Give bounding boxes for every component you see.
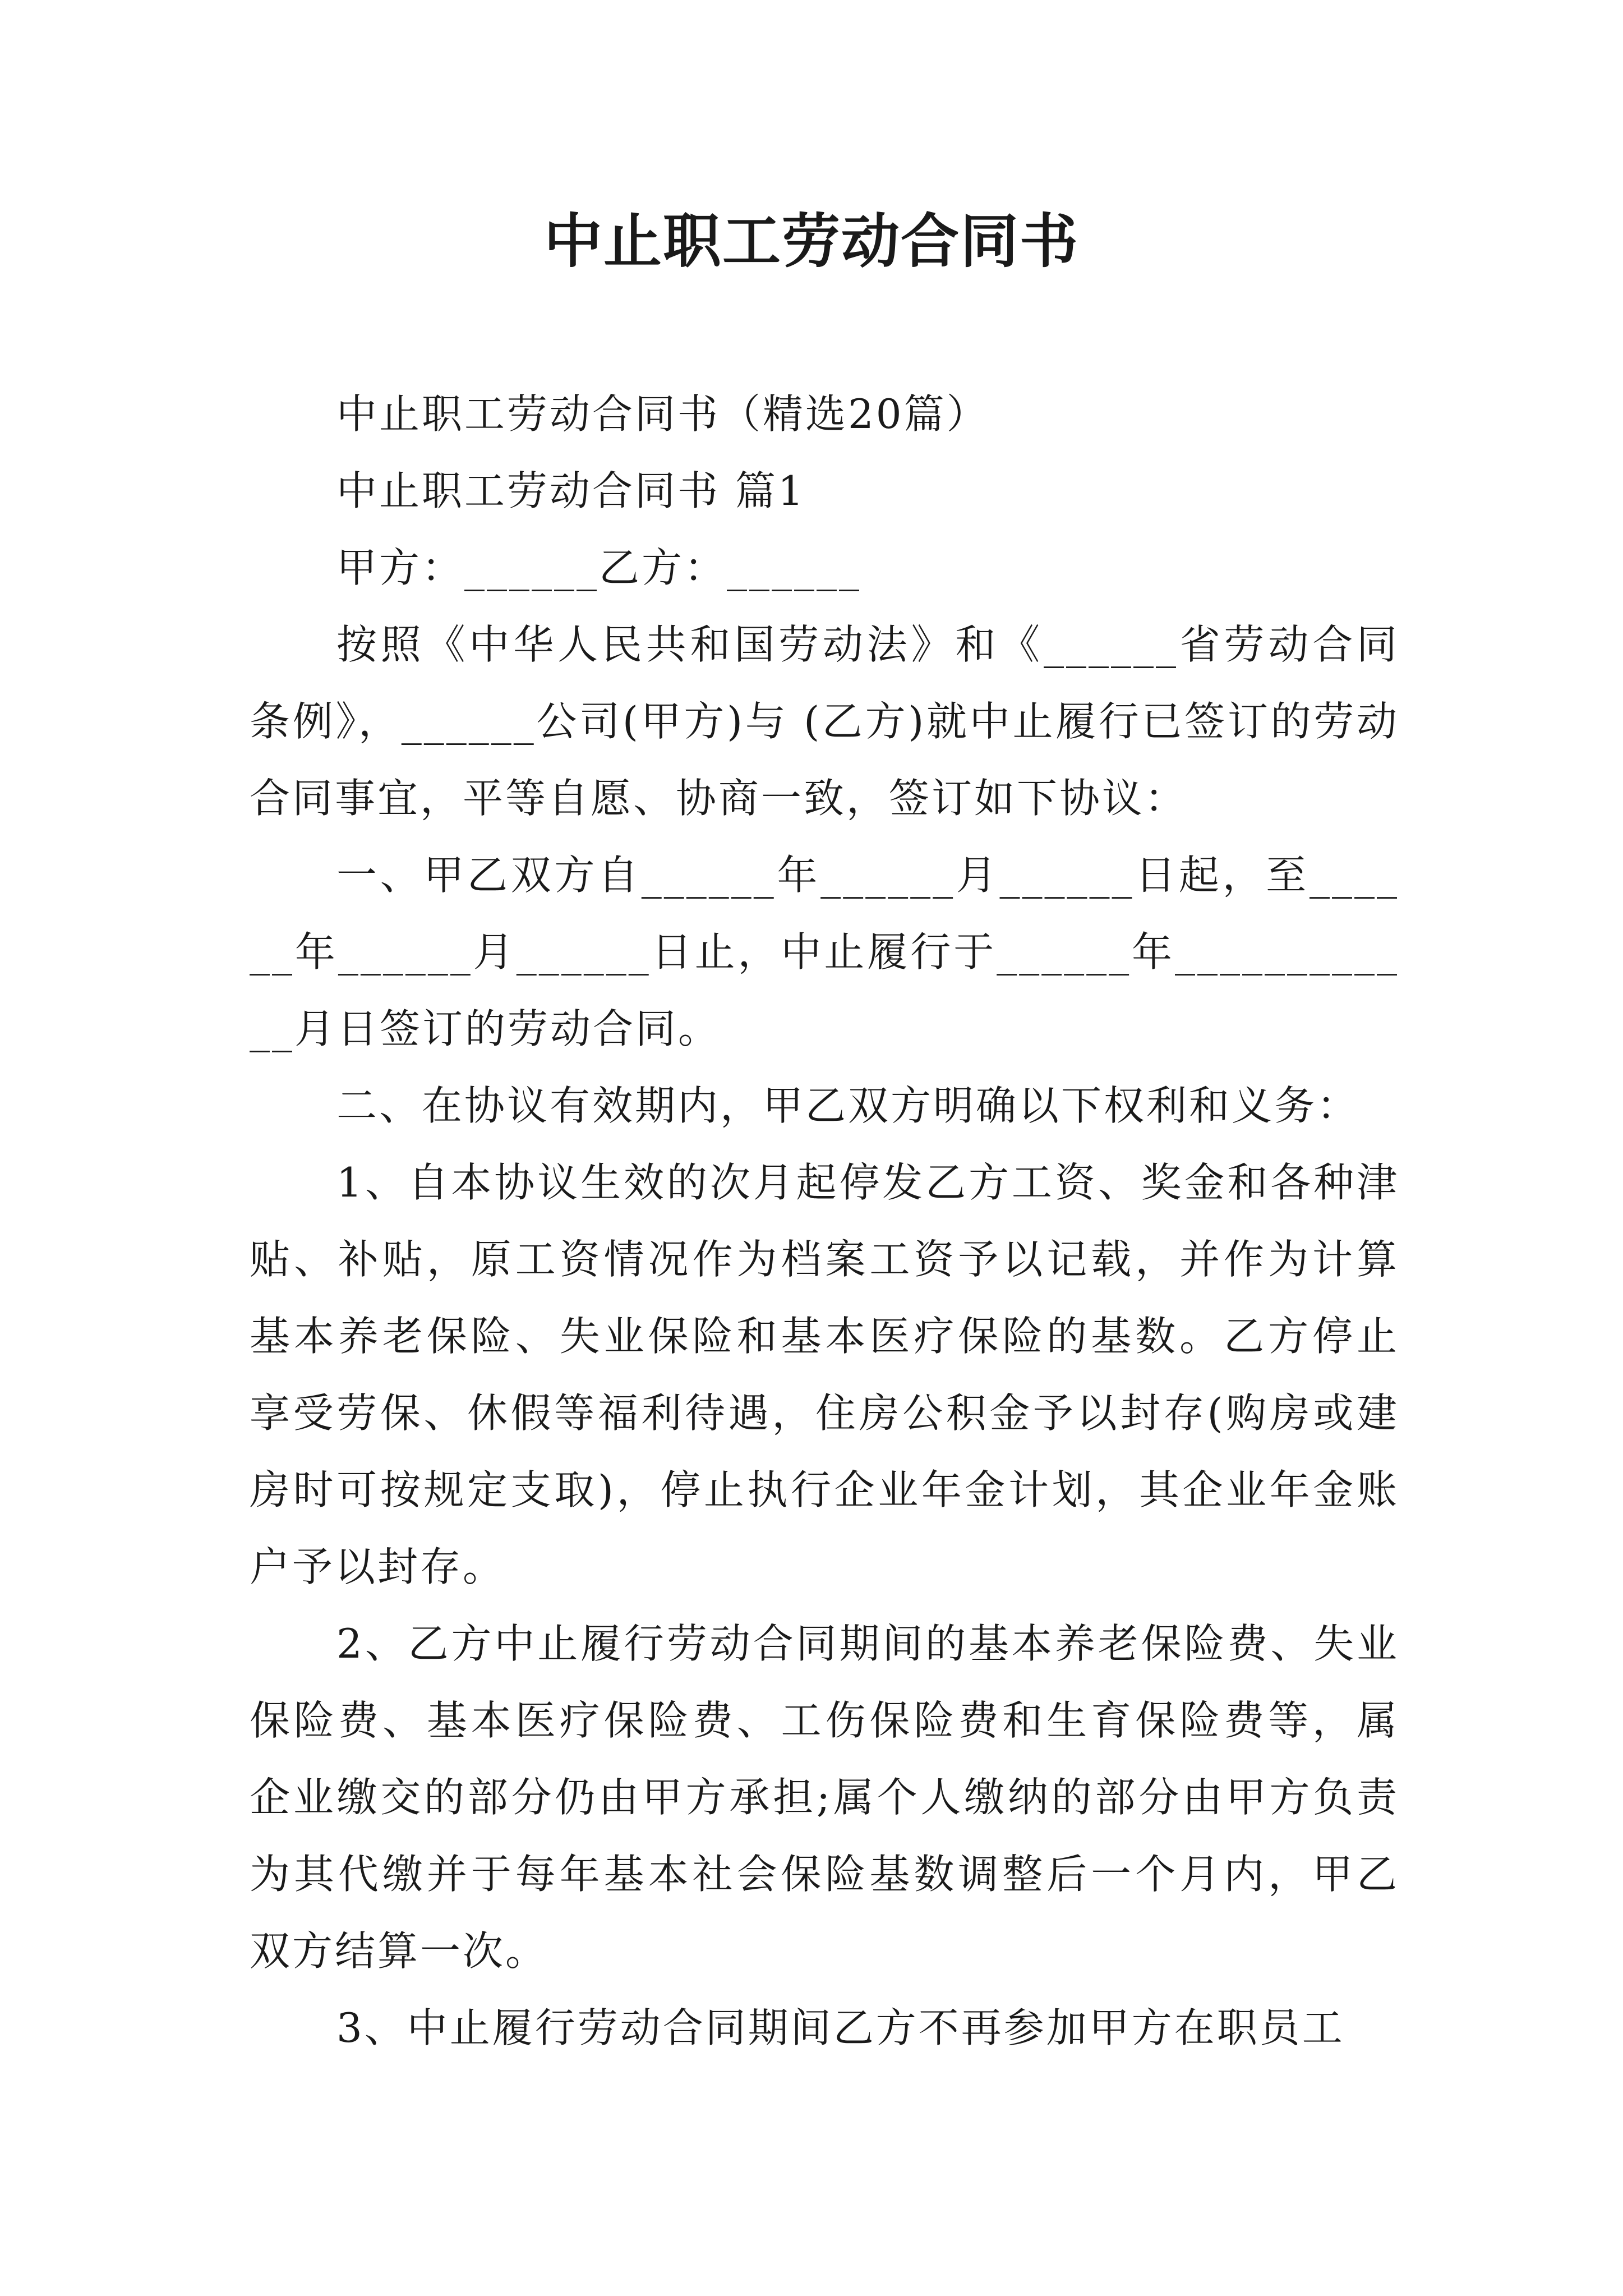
paragraph-item-2: 2、乙方中止履行劳动合同期间的基本养老保险费、失业保险费、基本医疗保险费、工伤保险费和生育保险费等，属企业缴交的部分仍由甲方承担;属个人缴纳的部分由甲方负责为其代缴并于每年基本社会保险基数调整后一个月内，甲乙双方结算一次。 — [250, 1620, 1399, 1975]
paragraph-item-3: 3、中止履行劳动合同期间乙方不再参加甲方在职员工 — [336, 2004, 1345, 2051]
paragraph-clause-2-heading: 二、在协议有效期内，甲乙双方明确以下权利和义务： — [336, 1082, 1360, 1129]
paragraph-item-1: 1、自本协议生效的次月起停发乙方工资、奖金和各种津贴、补贴，原工资情况作为档案工资予以记载，并作为计算基本养老保险、失业保险和基本医疗保险的基数。乙方停止享受劳保、休假等福利待遇，住房公积金予以封存(购房或建房时可按规定支取)，停止执行企业年金计划，其企业年金账户予以封存。 — [250, 1159, 1399, 1590]
paragraph-parties: 甲方：______乙方：______ — [336, 544, 862, 591]
document-body — [250, 376, 1399, 2067]
paragraph-subtitle: 中止职工劳动合同书（精选20篇） — [336, 390, 989, 438]
paragraph-section-heading: 中止职工劳动合同书 篇1 — [336, 467, 806, 514]
paragraph-preamble: 按照《中华人民共和国劳动法》和《______省劳动合同条例》，______公司(甲方)与 (乙方)就中止履行已签订的劳动合同事宜，平等自愿、协商一致，签订如下协议： — [250, 621, 1399, 822]
paragraph-clause-1: 一、甲乙双方自______年______月______日起，至______年______月______日止，中止履行于______年____________月日签订的劳动合同。 — [250, 852, 1399, 1052]
document-title: 中止职工劳动合同书 — [543, 206, 1079, 275]
